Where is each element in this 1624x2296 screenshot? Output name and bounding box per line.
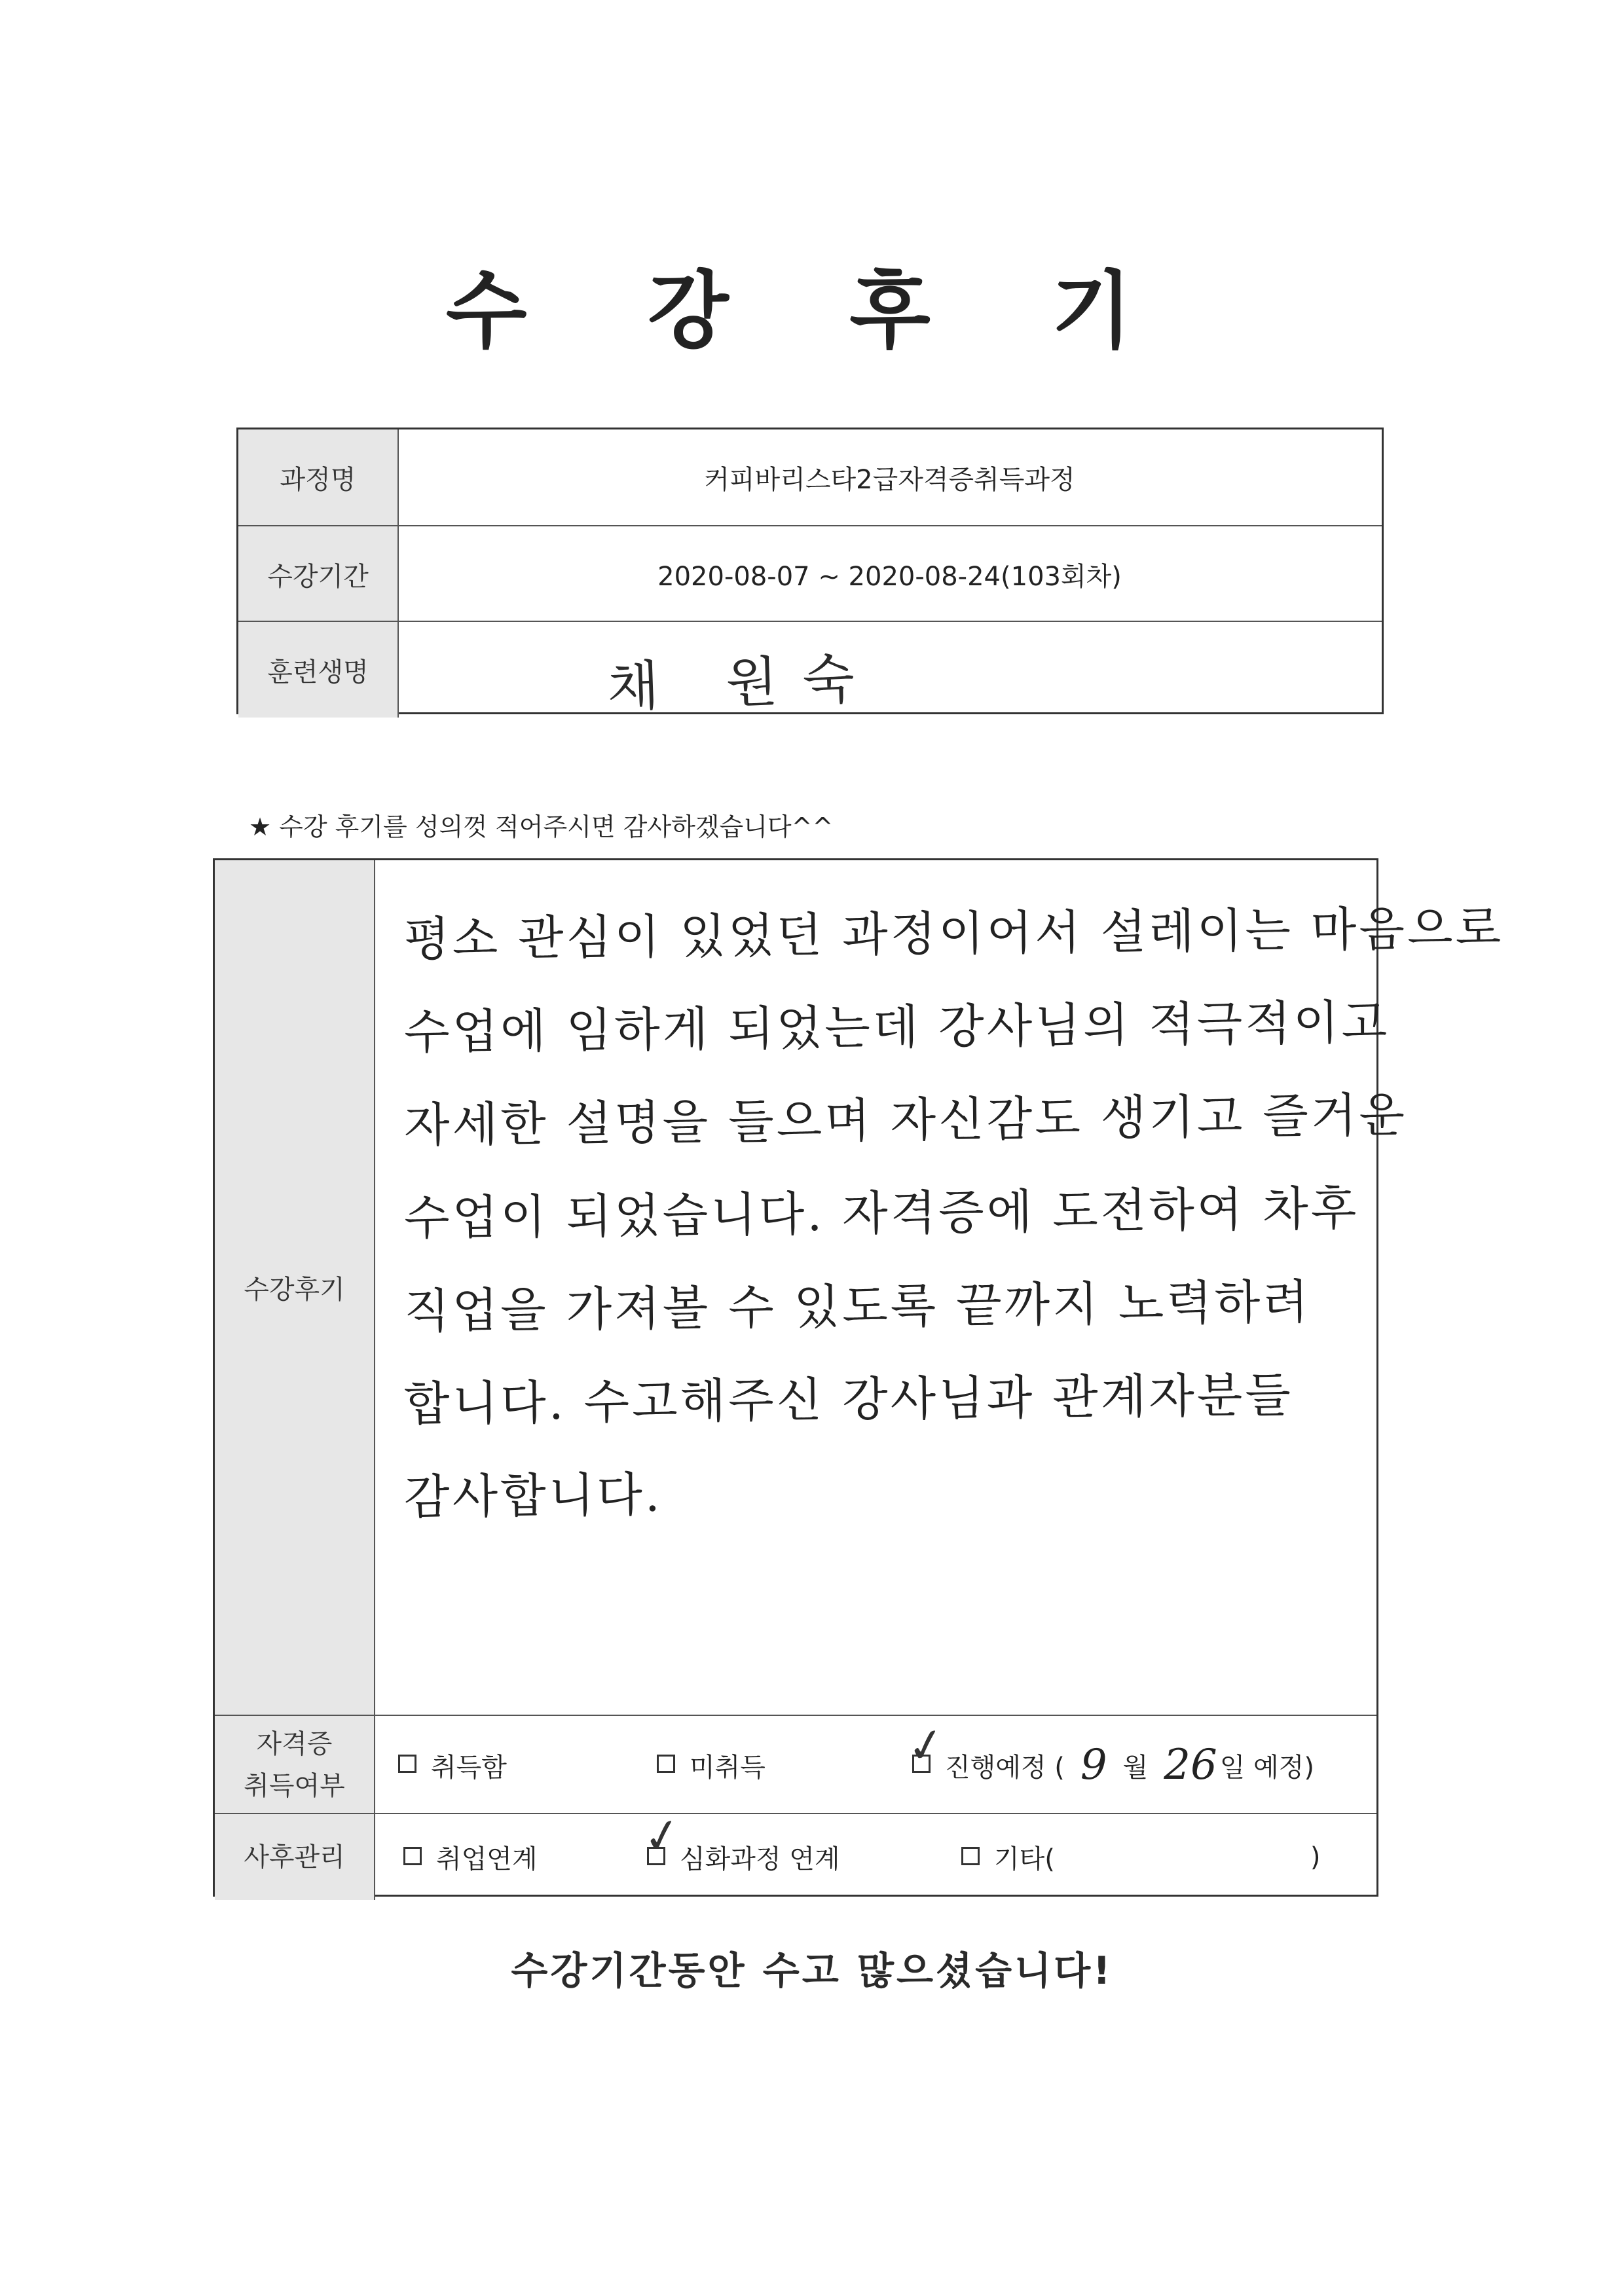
day-unit: 일 예정) [1219,1752,1314,1783]
option-planned[interactable] [902,1715,1314,1814]
review-label: 수강후기 [215,860,375,1715]
planned-day-handwritten: 26 [1164,1741,1217,1789]
trainee-name-label: 훈련생명 [238,622,399,718]
certificate-label [215,1716,375,1814]
review-line: 자세한 설명을 들으며 자신감도 생기고 즐거운 [403,1087,1408,1153]
option-not-acquired[interactable] [657,1716,766,1814]
page-title: 수 강 후 기 [445,263,1179,360]
notice-text: ★ 수강 후기를 성의껏 적어주시면 감사하겠습니다^^ [249,812,834,841]
option-other-label: 기타( [994,1844,1055,1874]
option-other-close: ) [1310,1842,1321,1872]
course-info-table [236,428,1384,720]
trainee-name-handwritten: 채 원숙 [606,647,881,720]
checkbox-job-link[interactable] [403,1847,422,1865]
option-job-link-label: 취업연계 [436,1844,538,1874]
review-line: 평소 관심이 있었던 과정이어서 설레이는 마음으로 [403,900,1504,967]
course-period-row [238,525,1382,622]
course-period-value: 2020-08-07 ~ 2020-08-24(103회차) [657,561,1122,592]
course-name-row [238,429,1382,525]
planned-month-handwritten: 9 [1080,1741,1107,1789]
checkbox-not-acquired[interactable] [657,1755,675,1773]
review-line: 직업을 가져볼 수 있도록 끝까지 노력하려 [403,1274,1312,1339]
review-handwritten-text [374,860,1504,1742]
aftercare-row [215,1806,1376,1900]
option-advanced-course-label: 심화과정 연계 [680,1844,840,1874]
month-unit: 월 [1122,1752,1149,1783]
option-job-link[interactable] [403,1814,538,1900]
option-not-acquired-label: 미취득 [690,1752,766,1783]
trainee-name-row [238,621,1382,718]
checkbox-other[interactable] [961,1847,980,1865]
checkbox-acquired[interactable] [398,1755,416,1773]
review-line: 감사합니다. [403,1467,663,1525]
course-period-label: 수강기간 [238,526,399,622]
certificate-row [215,1715,1376,1814]
course-name-label: 과정명 [238,429,399,525]
course-name-value: 커피바리스타2급자격증취득과정 [704,464,1075,495]
review-table [213,858,1504,1897]
footer-message: 수강기간동안 수고 많으셨습니다! [511,1948,1113,1993]
review-line: 수업이 되었습니다. 자격증에 도전하여 차후 [403,1180,1359,1246]
option-planned-label: 진행예정 ( [945,1752,1065,1783]
aftercare-label: 사후관리 [215,1814,375,1900]
option-other[interactable] [961,1814,1321,1900]
certificate-label-line2: 취득여부 [244,1771,345,1801]
review-line: 수업에 임하게 되었는데 강사님의 적극적이고 [403,994,1390,1060]
option-acquired-label: 취득함 [431,1752,507,1783]
check-mark-icon: ✓ [638,1806,686,1866]
certificate-label-line1: 자격증 [256,1729,333,1759]
check-mark-icon: ✓ [902,1715,950,1776]
option-advanced-course[interactable] [638,1806,840,1900]
review-line: 합니다. 수고해주신 강사님과 관계자분들 [403,1367,1294,1432]
option-acquired[interactable] [398,1716,507,1814]
trainee-name-cell [397,622,1382,718]
